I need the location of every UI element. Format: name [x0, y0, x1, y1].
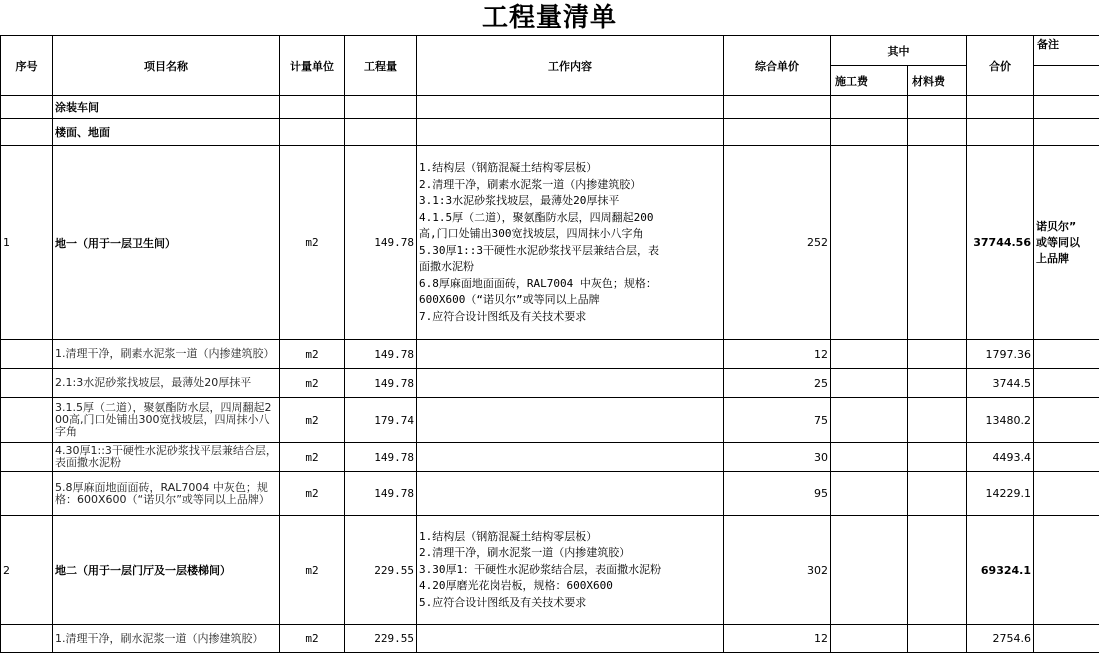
sub-item-qty: 149.78 [345, 472, 417, 516]
table-row [1, 472, 1099, 516]
table-row [1, 443, 1099, 472]
header-total: 合价 [967, 36, 1034, 96]
item-seq: 1 [1, 146, 53, 340]
sub-item-unit-price: 30 [724, 443, 831, 472]
sub-item-qty: 149.78 [345, 443, 417, 472]
sub-item-name: 1.清理干净，刷水泥浆一道（内掺建筑胶） [53, 625, 280, 653]
header-name: 项目名称 [53, 36, 280, 96]
sub-item-unit: m2 [280, 472, 345, 516]
sub-item-unit-price: 95 [724, 472, 831, 516]
section-workshop: 涂装车间 [53, 96, 280, 119]
header-unit: 计量单位 [280, 36, 345, 96]
header-material: 材料费 [908, 66, 967, 96]
sub-item-total: 14229.1 [967, 472, 1034, 516]
section-floor: 楼面、地面 [53, 119, 280, 146]
item-qty: 229.55 [345, 516, 417, 625]
item-work: 1.结构层（钢筋混凝土结构零层板） 2.清理干净，刷素水泥浆一道（内掺建筑胶） 3.1:3水泥砂浆找坡层，最薄处20厚抹平 4.1.5厚（二道），聚氨酯防水层，四周翻起200 高,门口处铺出300宽找坡层，四周抹小八字角 5.30厚1::3干硬性水泥砂浆找平层兼结合层，表 面撒水泥粉 6.8厚麻面地面面砖，RAL7004 中灰色；规格： 600X600（“诺贝尔”或等同以上品牌 7.应符合设计图纸及有关技术要求 [417, 146, 724, 340]
table-row [1, 398, 1099, 443]
sub-item-total: 4493.4 [967, 443, 1034, 472]
table-row [1, 369, 1099, 398]
header-remark: 备注 [1034, 36, 1099, 66]
sub-item-unit: m2 [280, 369, 345, 398]
item-remark: 诺贝尔” 或等同以 上品牌 [1034, 146, 1099, 340]
header-unit-price: 综合单价 [724, 36, 831, 96]
section-row [1, 96, 1099, 119]
sub-item-unit: m2 [280, 625, 345, 653]
header-work: 工作内容 [417, 36, 724, 96]
item-unit-price: 302 [724, 516, 831, 625]
page-title: 工程量清单 [481, 3, 617, 33]
section-row [1, 119, 1099, 146]
sub-item-unit-price: 12 [724, 625, 831, 653]
item-total: 69324.1 [967, 516, 1034, 625]
sub-item-unit-price: 12 [724, 340, 831, 369]
table-row [1, 146, 1099, 340]
sub-item-qty: 229.55 [345, 625, 417, 653]
header-seq: 序号 [1, 36, 53, 96]
header-labor: 施工费 [831, 66, 908, 96]
item-unit: m2 [280, 516, 345, 625]
item-name: 地二（用于一层门厅及一层楼梯间） [53, 516, 280, 625]
item-remark [1034, 516, 1099, 625]
sub-item-qty: 149.78 [345, 369, 417, 398]
table-row [1, 516, 1099, 625]
sub-item-total: 2754.6 [967, 625, 1034, 653]
table-row [1, 625, 1099, 653]
sub-item-total: 13480.2 [967, 398, 1034, 443]
item-seq: 2 [1, 516, 53, 625]
sub-item-name: 2.1:3水泥砂浆找坡层，最薄处20厚抹平 [53, 369, 280, 398]
sub-item-unit: m2 [280, 443, 345, 472]
header-remark-blank [1034, 66, 1099, 96]
header-of-which: 其中 [831, 36, 967, 66]
sub-item-name: 1.清理干净，刷素水泥浆一道（内掺建筑胶） [53, 340, 280, 369]
header-qty: 工程量 [345, 36, 417, 96]
table-row [1, 340, 1099, 369]
sub-item-name: 3.1.5厚（二道），聚氨酯防水层，四周翻起200高,门口处铺出300宽找坡层，四周抹小八字角 [53, 398, 280, 443]
sub-item-unit-price: 25 [724, 369, 831, 398]
sub-item-qty: 179.74 [345, 398, 417, 443]
sub-item-name: 4.30厚1::3干硬性水泥砂浆找平层兼结合层，表面撒水泥粉 [53, 443, 280, 472]
bill-of-quantities-table [0, 35, 1099, 653]
item-unit: m2 [280, 146, 345, 340]
header-row [1, 36, 1099, 66]
sub-item-unit: m2 [280, 398, 345, 443]
item-name: 地一（用于一层卫生间） [53, 146, 280, 340]
sub-item-total: 3744.5 [967, 369, 1034, 398]
sub-item-qty: 149.78 [345, 340, 417, 369]
sub-item-unit-price: 75 [724, 398, 831, 443]
sub-item-total: 1797.36 [967, 340, 1034, 369]
sub-item-unit: m2 [280, 340, 345, 369]
item-unit-price: 252 [724, 146, 831, 340]
sub-item-name: 5.8厚麻面地面面砖，RAL7004 中灰色；规格：600X600（“诺贝尔”或等同以上品牌） [53, 472, 280, 516]
item-qty: 149.78 [345, 146, 417, 340]
item-total: 37744.56 [967, 146, 1034, 340]
item-work: 1.结构层（钢筋混凝土结构零层板） 2.清理干净，刷水泥浆一道（内掺建筑胶） 3.30厚1：干硬性水泥砂浆结合层，表面撒水泥粉 4.20厚磨光花岗岩板，规格：600X600 5.应符合设计图纸及有关技术要求 [417, 516, 724, 625]
